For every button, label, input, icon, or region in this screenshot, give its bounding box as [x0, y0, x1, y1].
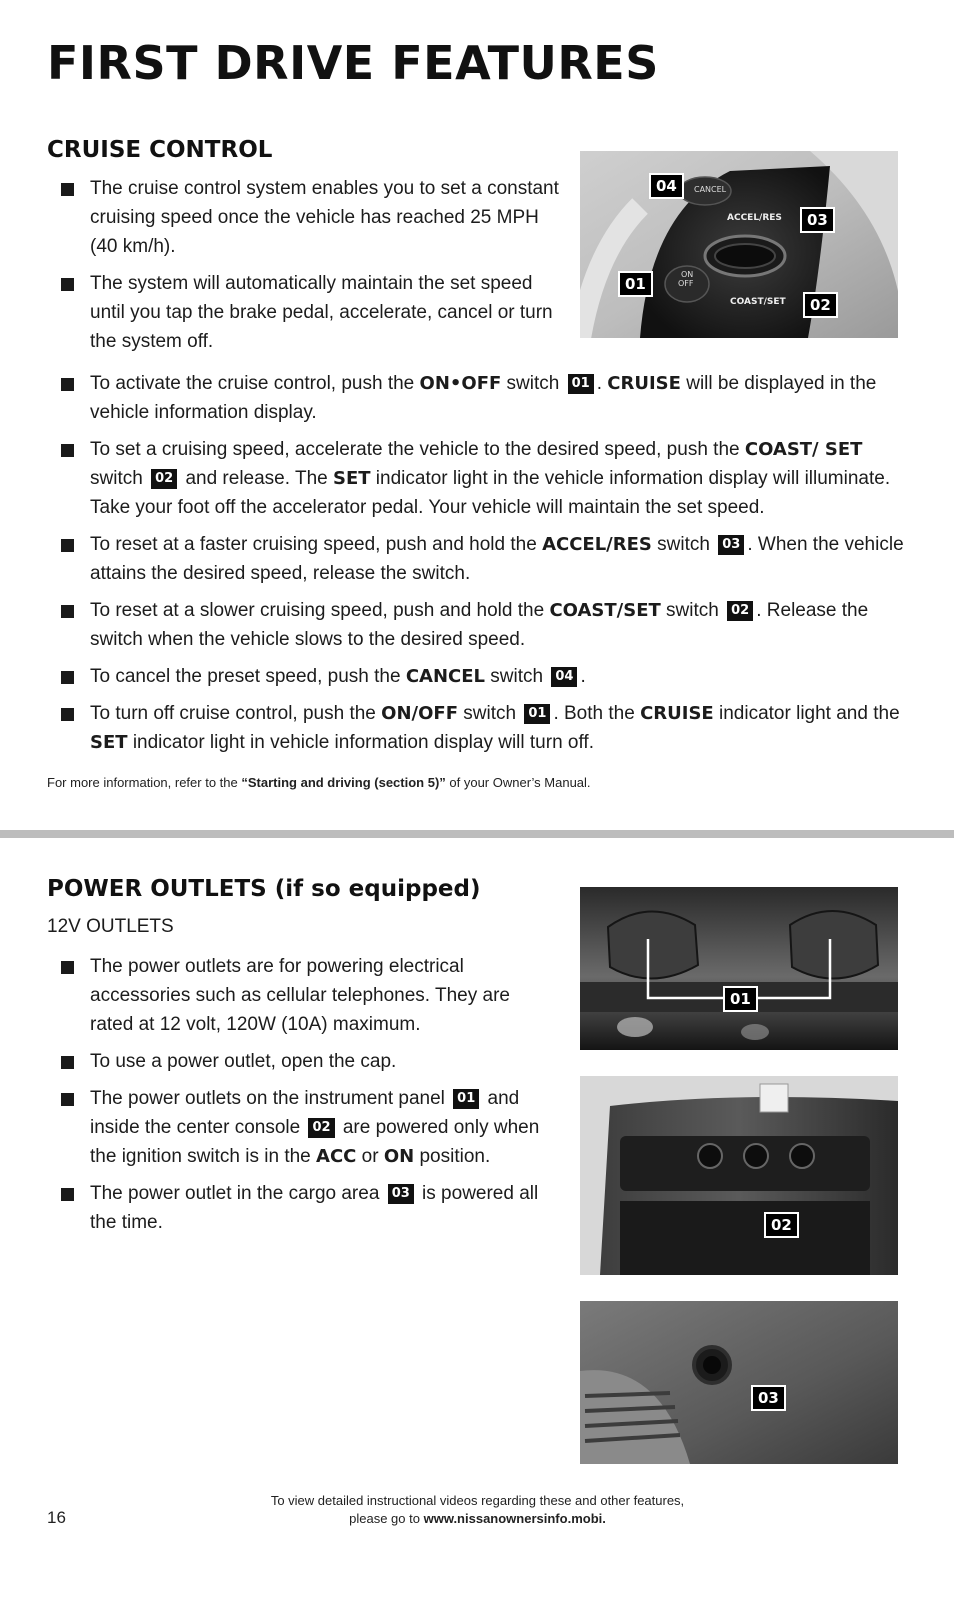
bullet-square-icon [61, 605, 74, 618]
on-switch-label: ON [681, 270, 694, 279]
cruise-bullet-8: To turn off cruise control, push the ON/OFF switch 01 . Both the CRUISE indicator light and the SET indicator light in vehicle information display will turn off. [47, 699, 907, 757]
cruise-intro-list [47, 174, 567, 356]
power-bullet-4: The power outlet in the cargo area 03 is powered all the time. [47, 1179, 547, 1237]
outlet-caps-image [580, 887, 898, 1050]
page-title: FIRST DRIVE FEATURES [47, 36, 659, 90]
cancel-switch-label: CANCEL [694, 185, 727, 194]
switch-number-badge: 03 [718, 535, 744, 555]
power-outlets-heading: POWER OUTLETS (if so equipped) [47, 876, 481, 902]
power-outlets-subheading: 12V OUTLETS [47, 916, 174, 937]
cargo-area-outlet-photo [580, 1301, 898, 1464]
cruise-bullet-7: To cancel the preset speed, push the CANCEL switch 04 . [47, 662, 907, 691]
cargo-outlet-image [580, 1301, 898, 1464]
off-switch-label: OFF [678, 279, 694, 288]
callout-04: 04 [649, 173, 684, 199]
cruise-footnote: For more information, refer to the “Starting and driving (section 5)” of your Owner’s Manual. [47, 775, 591, 790]
switch-number-badge: 01 [568, 374, 594, 394]
outlet-number-badge: 03 [388, 1184, 414, 1204]
cruise-control-switch-photo [580, 151, 898, 338]
bullet-square-icon [61, 961, 74, 974]
bullet-square-icon [61, 183, 74, 196]
power-bullet-1: The power outlets are for powering electrical accessories such as cellular telephones. They are rated at 12 volt, 120W (10A) maximum. [47, 952, 547, 1039]
cruise-steps-list [47, 369, 907, 757]
switch-number-badge: 01 [524, 704, 550, 724]
bullet-square-icon [61, 1093, 74, 1106]
outlet-number-badge: 02 [308, 1118, 334, 1138]
center-console-outlets-photo [580, 1076, 898, 1275]
page-number: 16 [47, 1508, 66, 1527]
callout-02: 02 [764, 1212, 799, 1238]
cruise-bullet-5: To reset at a faster cruising speed, push and hold the ACCEL/RES switch 03 . When the vehicle attains the desired speed, release the switch. [47, 530, 907, 588]
cruise-bullet-4: To set a cruising speed, accelerate the vehicle to the desired speed, push the COAST/ SET switch 02 and release. The SET indicator light in the vehicle information display will illuminate. Take your foot off the accelerator pedal. Your vehicle will maintain the set speed. [47, 435, 907, 522]
outlet-number-badge: 01 [453, 1089, 479, 1109]
callout-02: 02 [803, 292, 838, 318]
bullet-square-icon [61, 539, 74, 552]
bullet-square-icon [61, 1188, 74, 1201]
coast-set-switch-label: COAST/SET [730, 297, 786, 307]
bullet-square-icon [61, 444, 74, 457]
cruise-bullet-6: To reset at a slower cruising speed, push and hold the COAST/SET switch 02 . Release the switch when the vehicle slows to the desired speed. [47, 596, 907, 654]
cruise-control-heading: CRUISE CONTROL [47, 137, 273, 163]
bullet-square-icon [61, 378, 74, 391]
callout-01: 01 [723, 986, 758, 1012]
instrument-panel-outlets-photo [580, 887, 898, 1050]
steering-wheel-switch-image [580, 151, 898, 338]
power-bullet-2: To use a power outlet, open the cap. [47, 1047, 547, 1076]
cruise-bullet-1: The cruise control system enables you to set a constant cruising speed once the vehicle has reached 25 MPH (40 km/h). [47, 174, 567, 261]
bullet-square-icon [61, 708, 74, 721]
power-outlets-list [47, 952, 547, 1237]
switch-number-badge: 02 [151, 469, 177, 489]
callout-01: 01 [618, 271, 653, 297]
section-divider [0, 830, 954, 838]
callout-03: 03 [751, 1385, 786, 1411]
accel-res-switch-label: ACCEL/RES [727, 213, 782, 223]
power-bullet-3: The power outlets on the instrument panel 01 and inside the center console 02 are powered only when the ignition switch is in the ACC or ON position. [47, 1084, 547, 1171]
console-outlets-image [580, 1076, 898, 1275]
footer-note: To view detailed instructional videos regarding these and other features, please go to www.nissanownersinfo.mobi. [270, 1493, 685, 1526]
switch-number-badge: 04 [551, 667, 577, 687]
callout-03: 03 [800, 207, 835, 233]
cruise-bullet-3: To activate the cruise control, push the ON•OFF switch 01 . CRUISE will be displayed in the vehicle information display. [47, 369, 907, 427]
bullet-square-icon [61, 1056, 74, 1069]
owners-info-link[interactable]: www.nissanownersinfo.mobi. [423, 1511, 606, 1526]
bullet-square-icon [61, 278, 74, 291]
cruise-bullet-2: The system will automatically maintain the set speed until you tap the brake pedal, accelerate, cancel or turn the system off. [47, 269, 567, 356]
switch-number-badge: 02 [727, 601, 753, 621]
bullet-square-icon [61, 671, 74, 684]
